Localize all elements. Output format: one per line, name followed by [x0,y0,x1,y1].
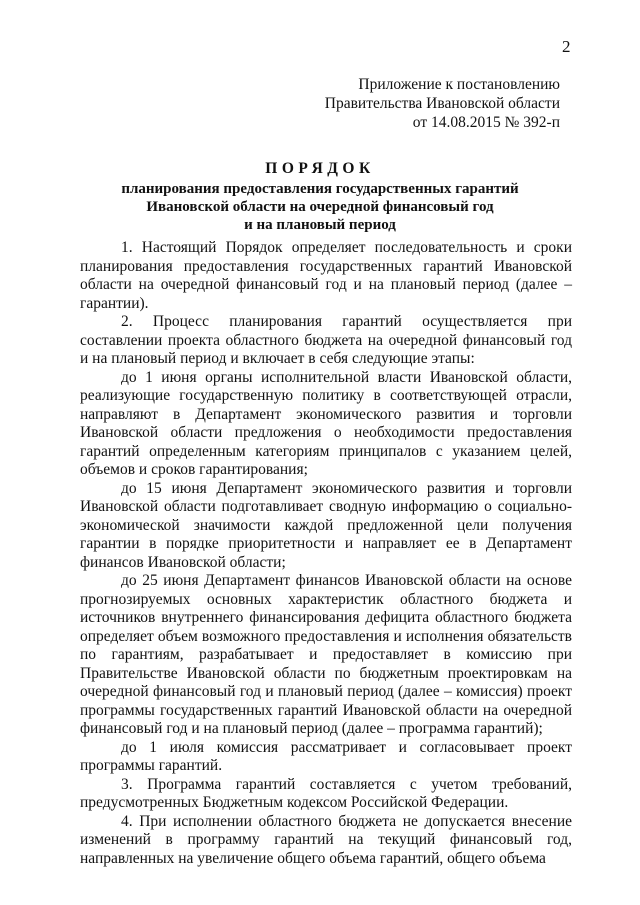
document-title: ПОРЯДОК [265,160,375,177]
paragraph-3: 3. Программа гарантий составляется с учетом требований, предусмотренных Бюджетным кодексом Российской Федерации. [80,775,572,811]
subtitle-line-3: и на плановый период [244,217,396,233]
stage-july-1: до 1 июля комиссия рассматривает и согласовывает проект программы гарантий. [80,738,572,774]
annex-line-3: от 14.08.2015 № 392-п [412,114,560,131]
stage-june-1: до 1 июня органы исполнительной власти Ивановской области, реализующие государственную политику в соответствующей отрасли, направляют в Департамент экономического развития и торговли Ивановской области предложения о необходимости предоставления гарантий определенным категориям принципалов с указанием целей, объемов и сроков гарантирования; [80,368,572,478]
annex-note [260,75,560,132]
stage-june-25: до 25 июня Департамент финансов Ивановской области на основе прогнозируемых основных характеристик областного бюджета и источников внутреннего финансирования дефицита областного бюджета определяет объем возможного предоставления и исполнения обязательств по гарантиям, разрабатывает и предоставляет в комиссию при Правительстве Ивановской области по бюджетным проектировкам на очередной финансовый год и плановый период (далее – комиссия) проект программы государственных гарантий Ивановской области на очередной финансовый год и на плановый период (далее – программа гарантий); [80,572,572,737]
subtitle-line-1: планирования предоставления государственных гарантий [121,181,519,197]
paragraph-1: 1. Настоящий Порядок определяет последовательность и сроки планирования предоставления государственных гарантий Ивановской области на очередной финансовый год и на плановый период (далее – гарантии). [80,239,572,312]
page-number: 2 [562,37,571,56]
document-heading [80,159,560,234]
paragraph-4: 4. При исполнении областного бюджета не допускается внесение изменений в программу гарантий на текущий финансовый год, направленных на увеличение общего объема гарантий, общего объема [80,812,572,867]
stage-june-15: до 15 июня Департамент экономического развития и торговли Ивановской области подготавливает сводную информацию о социально-экономической значимости каждой предложенной цели получения гарантии в порядке приоритетности и направляет ее в Департамент финансов Ивановской области; [80,479,572,571]
annex-line-2: Правительства Ивановской области [324,95,560,112]
document-subtitle [80,180,560,234]
paragraph-2: 2. Процесс планирования гарантий осуществляется при составлении проекта областного бюджета на очередной финансовый год и на плановый период и включает в себя следующие этапы: [80,313,572,367]
annex-line-1: Приложение к постановлению [358,76,560,93]
subtitle-line-2: Ивановской области на очередной финансовый год [146,199,494,215]
document-body [80,239,572,868]
